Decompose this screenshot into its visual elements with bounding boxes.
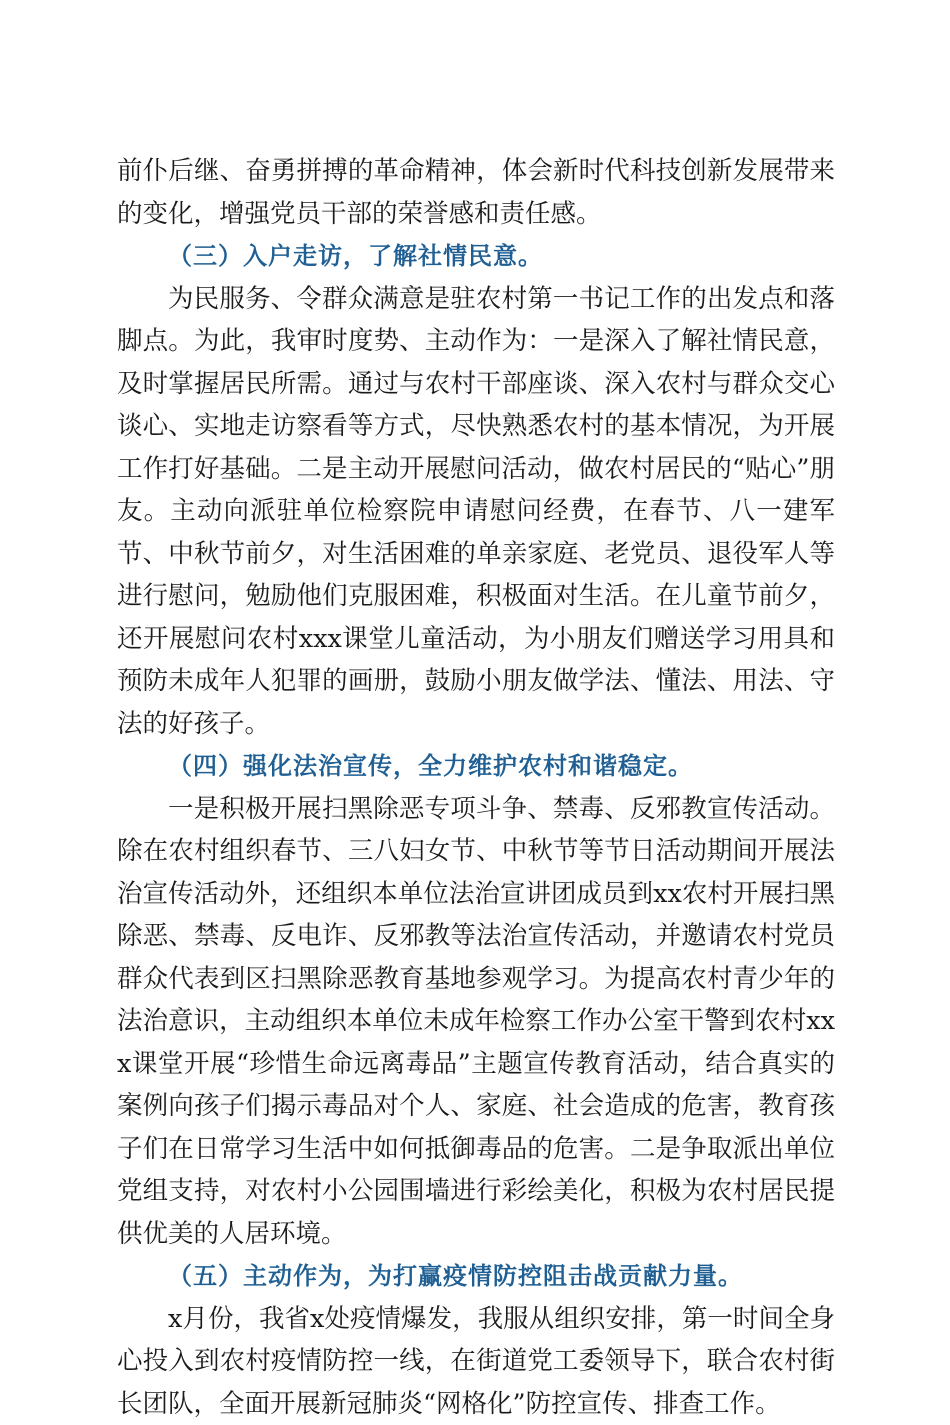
body-paragraph-continuation: 前仆后继、奋勇拼搏的革命精神，体会新时代科技创新发展带来的变化，增强党员干部的荣誉感和责任感。: [117, 150, 835, 235]
document-page: [117, 150, 835, 1425]
body-paragraph-home-visits: 为民服务、令群众满意是驻农村第一书记工作的出发点和落脚点。为此，我审时度势、主动作为：一是深入了解社情民意，及时掌握居民所需。通过与农村干部座谈、深入农村与群众交心谈心、实地走访察看等方式，尽快熟悉农村的基本情况，为开展工作打好基础。二是主动开展慰问活动，做农村居民的“贴心”朋友。主动向派驻单位检察院申请慰问经费，在春节、八一建军节、中秋节前夕，对生活困难的单亲家庭、老党员、退役军人等进行慰问，勉励他们克服困难，积极面对生活。在儿童节前夕，还开展慰问农村xxx课堂儿童活动，为小朋友们赠送学习用具和预防未成年人犯罪的画册，鼓励小朋友做学法、懂法、用法、守法的好孩子。: [117, 278, 835, 746]
section-heading-4: （四）强化法治宣传，全力维护农村和谐稳定。: [117, 745, 835, 788]
section-heading-5: （五）主动作为，为打赢疫情防控阻击战贡献力量。: [117, 1255, 835, 1298]
section-heading-3: （三）入户走访，了解社情民意。: [117, 235, 835, 278]
body-paragraph-epidemic-control: x月份，我省x处疫情爆发，我服从组织安排，第一时间全身心投入到农村疫情防控一线，在街道党工委领导下，联合农村街长团队，全面开展新冠肺炎“网格化”防控宣传、排查工作。: [117, 1298, 835, 1425]
body-paragraph-legal-publicity: 一是积极开展扫黑除恶专项斗争、禁毒、反邪教宣传活动。除在农村组织春节、三八妇女节、中秋节等节日活动期间开展法治宣传活动外，还组织本单位法治宣讲团成员到xx农村开展扫黑除恶、禁毒、反电诈、反邪教等法治宣传活动，并邀请农村党员群众代表到区扫黑除恶教育基地参观学习。为提高农村青少年的法治意识，主动组织本单位未成年检察工作办公室干警到农村xxx课堂开展“珍惜生命远离毒品”主题宣传教育活动，结合真实的案例向孩子们揭示毒品对个人、家庭、社会造成的危害，教育孩子们在日常学习生活中如何抵御毒品的危害。二是争取派出单位党组支持，对农村小公园围墙进行彩绘美化，积极为农村居民提供优美的人居环境。: [117, 788, 835, 1256]
